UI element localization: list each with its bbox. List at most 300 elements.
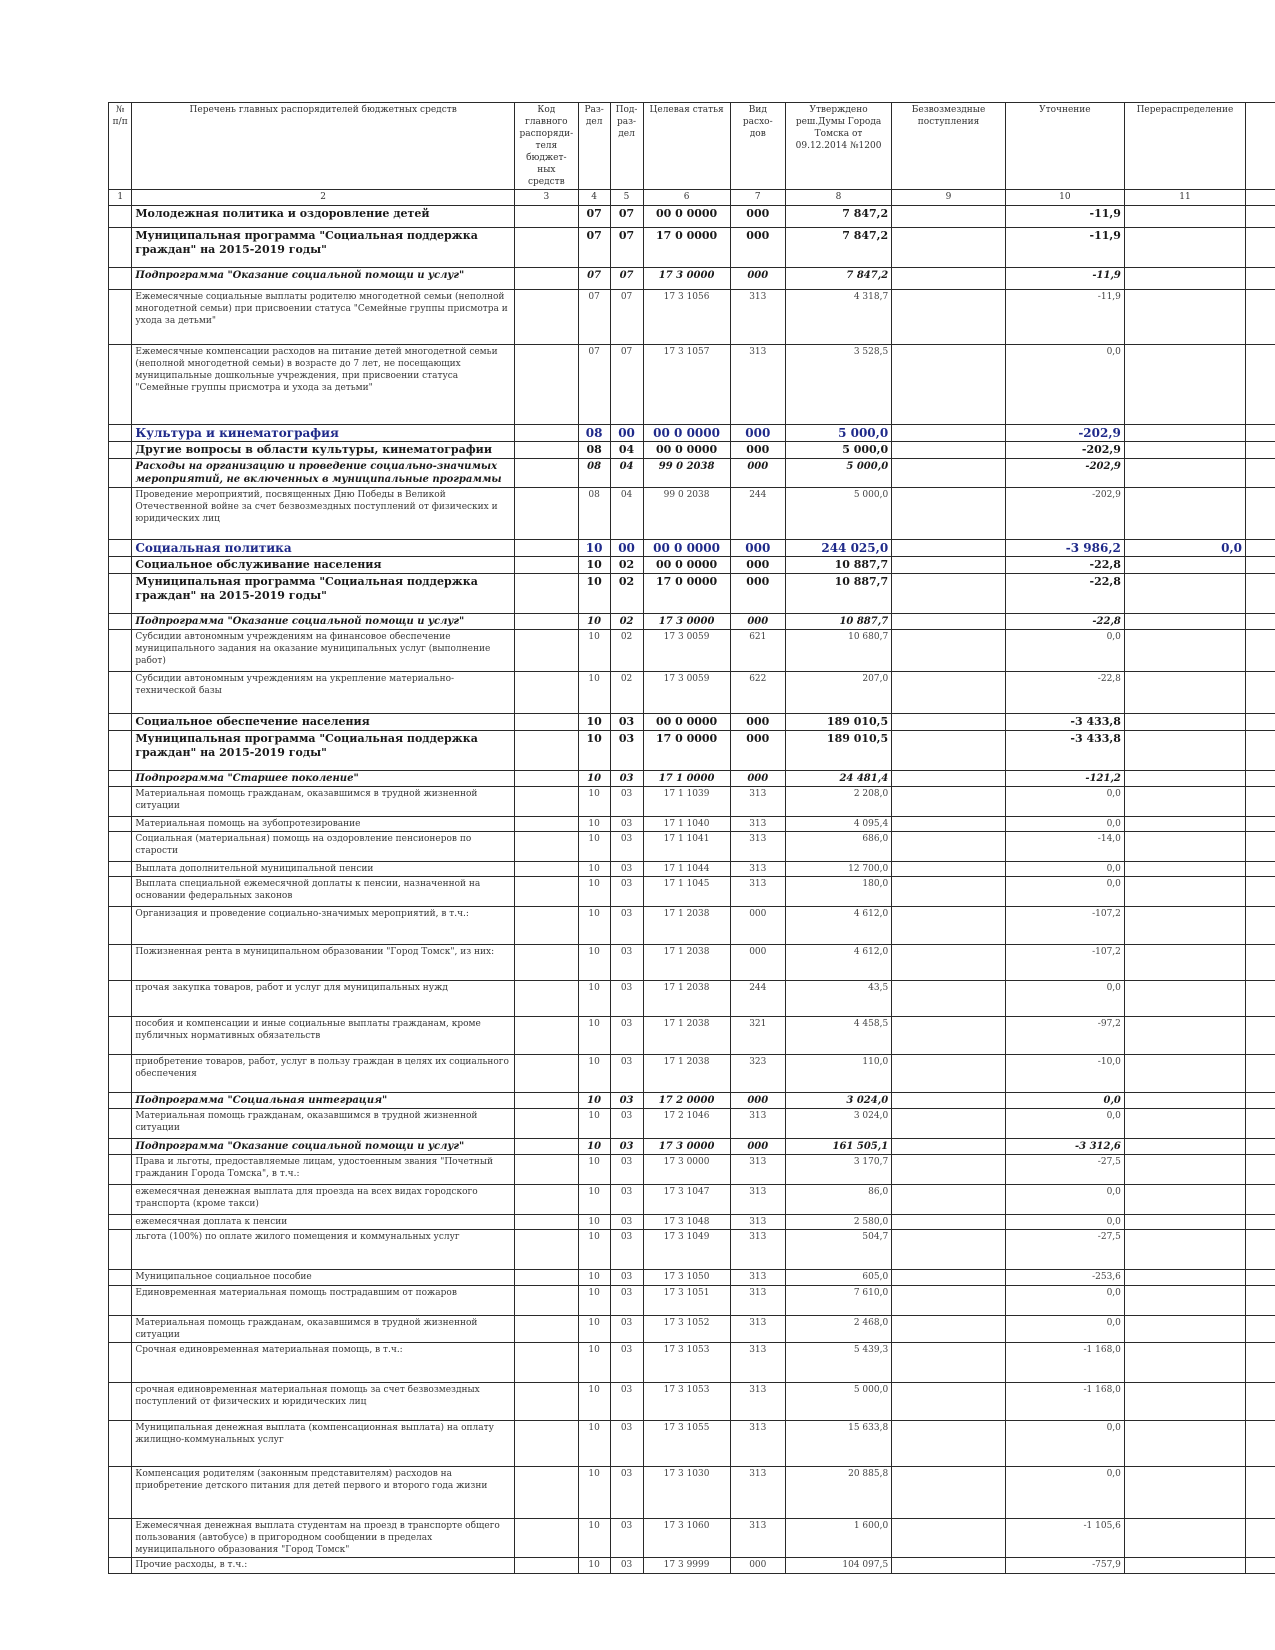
- row-number-cell: [109, 1155, 132, 1185]
- row-redistribution-cell: [1124, 630, 1245, 672]
- table-row: [109, 459, 1275, 488]
- row-podrazdel-cell: 03: [610, 1467, 643, 1519]
- row-podrazdel-cell: 02: [610, 672, 643, 714]
- row-approved-cell: 7 847,2: [785, 206, 891, 228]
- row-redistribution-cell: [1124, 945, 1245, 981]
- column-number: 7: [730, 190, 785, 206]
- table-row: [109, 1109, 1275, 1139]
- column-number: 1: [109, 190, 132, 206]
- row-name-cell: Другие вопросы в области культуры, кинематографии: [132, 442, 515, 459]
- row-extra-cell: [1246, 268, 1275, 290]
- row-number-cell: [109, 1230, 132, 1270]
- row-name-cell: Расходы на организацию и проведение социально-значимых мероприятий, не включенных в муниципальные программы: [132, 459, 515, 488]
- header-cell: Раз- дел: [578, 103, 610, 190]
- row-approved-cell: 3 170,7: [785, 1155, 891, 1185]
- row-redistribution-cell: [1124, 1343, 1245, 1383]
- row-vid-cell: 000: [730, 907, 785, 945]
- row-podrazdel-cell: 07: [610, 345, 643, 425]
- row-podrazdel-cell: 02: [610, 574, 643, 614]
- row-approved-cell: 24 481,4: [785, 771, 891, 787]
- row-number-cell: [109, 731, 132, 771]
- row-extra-cell: [1246, 1421, 1275, 1467]
- row-redistribution-cell: [1124, 459, 1245, 488]
- row-statya-cell: 17 3 1056: [643, 290, 730, 345]
- table-row: [109, 1230, 1275, 1270]
- row-approved-cell: 5 000,0: [785, 488, 891, 540]
- row-number-cell: [109, 268, 132, 290]
- row-razdel-cell: 10: [578, 1017, 610, 1055]
- row-approved-cell: 5 000,0: [785, 425, 891, 442]
- row-number-cell: [109, 1421, 132, 1467]
- header-cell: Под- раз- дел: [610, 103, 643, 190]
- table-row: [109, 1316, 1275, 1343]
- row-name-cell: срочная единовременная материальная помощь за счет безвозмездных поступлений от физических и юридических лиц: [132, 1383, 515, 1421]
- row-grants-cell: [892, 1215, 1006, 1230]
- row-statya-cell: 17 1 2038: [643, 1055, 730, 1093]
- row-clarification-cell: -202,9: [1005, 488, 1124, 540]
- row-approved-cell: 3 528,5: [785, 345, 891, 425]
- row-grants-cell: [892, 945, 1006, 981]
- row-name-cell: Субсидии автономным учреждениям на финансовое обеспечение муниципального задания на оказание муниципальных услуг (выполнение работ): [132, 630, 515, 672]
- row-name-cell: Молодежная политика и оздоровление детей: [132, 206, 515, 228]
- row-redistribution-cell: [1124, 488, 1245, 540]
- row-approved-cell: 4 612,0: [785, 945, 891, 981]
- row-clarification-cell: 0,0: [1005, 1421, 1124, 1467]
- row-vid-cell: 000: [730, 1139, 785, 1155]
- row-statya-cell: 17 3 1049: [643, 1230, 730, 1270]
- table-row: [109, 771, 1275, 787]
- row-podrazdel-cell: 03: [610, 1558, 643, 1574]
- row-redistribution-cell: [1124, 907, 1245, 945]
- row-razdel-cell: 10: [578, 1343, 610, 1383]
- row-clarification-cell: 0,0: [1005, 787, 1124, 817]
- row-redistribution-cell: [1124, 731, 1245, 771]
- table-row: [109, 540, 1275, 557]
- row-grants-cell: [892, 1343, 1006, 1383]
- row-extra-cell: [1246, 771, 1275, 787]
- row-number-cell: [109, 1286, 132, 1316]
- row-podrazdel-cell: 02: [610, 614, 643, 630]
- row-grbs-cell: [514, 268, 578, 290]
- table-row: [109, 630, 1275, 672]
- row-razdel-cell: 10: [578, 862, 610, 877]
- row-name-cell: Пожизненная рента в муниципальном образовании "Город Томск", из них:: [132, 945, 515, 981]
- row-grbs-cell: [514, 1109, 578, 1139]
- row-razdel-cell: 08: [578, 425, 610, 442]
- row-extra-cell: [1246, 557, 1275, 574]
- row-grbs-cell: [514, 557, 578, 574]
- row-name-cell: Муниципальная программа "Социальная поддержка граждан" на 2015-2019 годы": [132, 228, 515, 268]
- row-grbs-cell: [514, 1185, 578, 1215]
- row-name-cell: Муниципальная программа "Социальная поддержка граждан" на 2015-2019 годы": [132, 731, 515, 771]
- row-statya-cell: 17 3 0000: [643, 1155, 730, 1185]
- row-extra-cell: [1246, 1316, 1275, 1343]
- row-approved-cell: 5 000,0: [785, 442, 891, 459]
- table-row: [109, 1215, 1275, 1230]
- row-approved-cell: 110,0: [785, 1055, 891, 1093]
- row-statya-cell: 00 0 0000: [643, 442, 730, 459]
- table-row: [109, 1558, 1275, 1574]
- table-row: [109, 945, 1275, 981]
- row-name-cell: Подпрограмма "Старшее поколение": [132, 771, 515, 787]
- row-grbs-cell: [514, 1558, 578, 1574]
- row-approved-cell: 7 847,2: [785, 268, 891, 290]
- row-razdel-cell: 10: [578, 1185, 610, 1215]
- table-row: [109, 206, 1275, 228]
- row-extra-cell: [1246, 1055, 1275, 1093]
- table-row: [109, 1286, 1275, 1316]
- row-clarification-cell: 0,0: [1005, 981, 1124, 1017]
- row-grbs-cell: [514, 290, 578, 345]
- row-number-cell: [109, 1519, 132, 1558]
- row-grants-cell: [892, 731, 1006, 771]
- row-extra-cell: [1246, 574, 1275, 614]
- table-row: [109, 907, 1275, 945]
- row-extra-cell: [1246, 672, 1275, 714]
- row-podrazdel-cell: 03: [610, 1343, 643, 1383]
- row-razdel-cell: 10: [578, 787, 610, 817]
- row-clarification-cell: 0,0: [1005, 1467, 1124, 1519]
- row-grbs-cell: [514, 1155, 578, 1185]
- row-number-cell: [109, 714, 132, 731]
- row-extra-cell: [1246, 614, 1275, 630]
- row-podrazdel-cell: 03: [610, 945, 643, 981]
- row-approved-cell: 3 024,0: [785, 1093, 891, 1109]
- row-statya-cell: 17 3 1047: [643, 1185, 730, 1215]
- row-name-cell: Муниципальная денежная выплата (компенсационная выплата) на оплату жилищно-коммунальных услуг: [132, 1421, 515, 1467]
- row-grbs-cell: [514, 1093, 578, 1109]
- row-razdel-cell: 10: [578, 672, 610, 714]
- header-cell: Целевая статья: [643, 103, 730, 190]
- row-approved-cell: 4 095,4: [785, 817, 891, 832]
- row-statya-cell: 17 3 1057: [643, 345, 730, 425]
- row-clarification-cell: 0,0: [1005, 817, 1124, 832]
- row-approved-cell: 3 024,0: [785, 1109, 891, 1139]
- row-grbs-cell: [514, 981, 578, 1017]
- row-number-cell: [109, 557, 132, 574]
- row-grbs-cell: [514, 1343, 578, 1383]
- row-podrazdel-cell: 03: [610, 981, 643, 1017]
- row-grants-cell: [892, 1270, 1006, 1286]
- row-extra-cell: [1246, 1139, 1275, 1155]
- row-razdel-cell: 07: [578, 290, 610, 345]
- row-razdel-cell: 10: [578, 945, 610, 981]
- row-approved-cell: 686,0: [785, 832, 891, 862]
- row-extra-cell: [1246, 1286, 1275, 1316]
- row-extra-cell: [1246, 832, 1275, 862]
- header-cell: Утверждено реш.Думы Города Томска от 09.12.2014 №1200: [785, 103, 891, 190]
- row-redistribution-cell: [1124, 228, 1245, 268]
- row-redistribution-cell: [1124, 832, 1245, 862]
- row-approved-cell: 4 612,0: [785, 907, 891, 945]
- row-statya-cell: 17 3 1060: [643, 1519, 730, 1558]
- table-row: [109, 877, 1275, 907]
- row-grants-cell: [892, 1185, 1006, 1215]
- row-vid-cell: 000: [730, 425, 785, 442]
- table-row: [109, 1093, 1275, 1109]
- table-row: [109, 228, 1275, 268]
- row-vid-cell: 313: [730, 1383, 785, 1421]
- row-razdel-cell: 10: [578, 1155, 610, 1185]
- table-row: [109, 1155, 1275, 1185]
- row-grants-cell: [892, 877, 1006, 907]
- row-redistribution-cell: [1124, 1055, 1245, 1093]
- row-razdel-cell: 10: [578, 574, 610, 614]
- column-number: 10: [1005, 190, 1124, 206]
- row-extra-cell: [1246, 1270, 1275, 1286]
- row-name-cell: Ежемесячные компенсации расходов на питание детей многодетной семьи (неполной многодетной семьи) в возрасте до 7 лет, не посещающих муниципальные дошкольные учреждения, при присвоении статуса "Семейные группы присмотра и ухода за детьми": [132, 345, 515, 425]
- row-statya-cell: 00 0 0000: [643, 206, 730, 228]
- row-number-cell: [109, 459, 132, 488]
- row-approved-cell: 161 505,1: [785, 1139, 891, 1155]
- row-extra-cell: [1246, 714, 1275, 731]
- row-statya-cell: 17 0 0000: [643, 731, 730, 771]
- row-clarification-cell: -97,2: [1005, 1017, 1124, 1055]
- row-podrazdel-cell: 03: [610, 1519, 643, 1558]
- row-grbs-cell: [514, 1519, 578, 1558]
- row-number-cell: [109, 425, 132, 442]
- row-clarification-cell: -253,6: [1005, 1270, 1124, 1286]
- row-grbs-cell: [514, 877, 578, 907]
- row-redistribution-cell: [1124, 574, 1245, 614]
- row-grants-cell: [892, 1421, 1006, 1467]
- row-grants-cell: [892, 1316, 1006, 1343]
- row-clarification-cell: -27,5: [1005, 1155, 1124, 1185]
- row-extra-cell: [1246, 425, 1275, 442]
- row-clarification-cell: -107,2: [1005, 907, 1124, 945]
- row-podrazdel-cell: 03: [610, 787, 643, 817]
- row-number-cell: [109, 540, 132, 557]
- row-number-cell: [109, 1343, 132, 1383]
- row-podrazdel-cell: 03: [610, 1093, 643, 1109]
- row-podrazdel-cell: 02: [610, 557, 643, 574]
- row-podrazdel-cell: 03: [610, 862, 643, 877]
- row-grbs-cell: [514, 817, 578, 832]
- row-redistribution-cell: [1124, 1316, 1245, 1343]
- table-row: [109, 817, 1275, 832]
- row-statya-cell: 17 1 2038: [643, 1017, 730, 1055]
- row-statya-cell: 17 3 0059: [643, 672, 730, 714]
- row-grbs-cell: [514, 1286, 578, 1316]
- row-grants-cell: [892, 1558, 1006, 1574]
- row-razdel-cell: 07: [578, 345, 610, 425]
- row-razdel-cell: 10: [578, 630, 610, 672]
- row-extra-cell: [1246, 1215, 1275, 1230]
- row-name-cell: Ежемесячная денежная выплата студентам на проезд в транспорте общего пользования (автобусе) в пригородном сообщении в пределах муниципального образования "Город Томск": [132, 1519, 515, 1558]
- header-cell: Безвозмездные поступления: [892, 103, 1006, 190]
- row-razdel-cell: 10: [578, 907, 610, 945]
- column-number: 4: [578, 190, 610, 206]
- row-podrazdel-cell: 03: [610, 1421, 643, 1467]
- row-extra-cell: [1246, 1467, 1275, 1519]
- row-clarification-cell: -11,9: [1005, 268, 1124, 290]
- row-vid-cell: 000: [730, 540, 785, 557]
- row-redistribution-cell: [1124, 290, 1245, 345]
- row-grbs-cell: [514, 488, 578, 540]
- row-redistribution-cell: [1124, 614, 1245, 630]
- row-podrazdel-cell: 07: [610, 290, 643, 345]
- row-name-cell: Ежемесячные социальные выплаты родителю многодетной семьи (неполной многодетной семьи) при присвоении статуса "Семейные группы присмотра и ухода за детьми": [132, 290, 515, 345]
- row-redistribution-cell: [1124, 1017, 1245, 1055]
- row-number-cell: [109, 1093, 132, 1109]
- row-podrazdel-cell: 03: [610, 832, 643, 862]
- row-grbs-cell: [514, 1421, 578, 1467]
- row-approved-cell: 20 885,8: [785, 1467, 891, 1519]
- row-podrazdel-cell: 00: [610, 425, 643, 442]
- row-clarification-cell: -202,9: [1005, 459, 1124, 488]
- row-extra-cell: [1246, 1155, 1275, 1185]
- header-cell: Перечень главных распорядителей бюджетных средств: [132, 103, 515, 190]
- row-grbs-cell: [514, 1270, 578, 1286]
- row-extra-cell: [1246, 1343, 1275, 1383]
- row-number-cell: [109, 1270, 132, 1286]
- row-grbs-cell: [514, 540, 578, 557]
- row-redistribution-cell: [1124, 1093, 1245, 1109]
- row-grbs-cell: [514, 1017, 578, 1055]
- row-grants-cell: [892, 1155, 1006, 1185]
- row-name-cell: Материальная помощь гражданам, оказавшимся в трудной жизненной ситуации: [132, 1316, 515, 1343]
- row-name-cell: Социальная политика: [132, 540, 515, 557]
- budget-table: [108, 102, 1275, 1574]
- row-redistribution-cell: [1124, 1270, 1245, 1286]
- header-cell: № п/п: [109, 103, 132, 190]
- row-razdel-cell: 08: [578, 459, 610, 488]
- row-redistribution-cell: [1124, 1215, 1245, 1230]
- row-name-cell: ежемесячная денежная выплата для проезда на всех видах городского транспорта (кроме такси): [132, 1185, 515, 1215]
- row-vid-cell: 321: [730, 1017, 785, 1055]
- row-number-cell: [109, 672, 132, 714]
- row-vid-cell: 313: [730, 787, 785, 817]
- row-podrazdel-cell: 03: [610, 1109, 643, 1139]
- row-vid-cell: 313: [730, 1230, 785, 1270]
- row-podrazdel-cell: 03: [610, 1055, 643, 1093]
- row-vid-cell: 000: [730, 228, 785, 268]
- row-number-cell: [109, 1316, 132, 1343]
- row-number-cell: [109, 488, 132, 540]
- header-row: [109, 103, 1275, 190]
- row-redistribution-cell: [1124, 981, 1245, 1017]
- row-extra-cell: [1246, 1558, 1275, 1574]
- row-statya-cell: 17 0 0000: [643, 574, 730, 614]
- row-redistribution-cell: [1124, 268, 1245, 290]
- row-grbs-cell: [514, 459, 578, 488]
- row-statya-cell: 17 0 0000: [643, 228, 730, 268]
- row-clarification-cell: -3 986,2: [1005, 540, 1124, 557]
- row-razdel-cell: 10: [578, 1421, 610, 1467]
- row-extra-cell: [1246, 817, 1275, 832]
- table-row: [109, 672, 1275, 714]
- row-razdel-cell: 08: [578, 488, 610, 540]
- row-approved-cell: 5 439,3: [785, 1343, 891, 1383]
- row-statya-cell: 17 3 0000: [643, 268, 730, 290]
- table-row: [109, 574, 1275, 614]
- row-grants-cell: [892, 1286, 1006, 1316]
- row-number-cell: [109, 1383, 132, 1421]
- row-podrazdel-cell: 07: [610, 228, 643, 268]
- row-clarification-cell: 0,0: [1005, 877, 1124, 907]
- row-grants-cell: [892, 425, 1006, 442]
- row-vid-cell: 313: [730, 1316, 785, 1343]
- row-approved-cell: 189 010,5: [785, 731, 891, 771]
- row-name-cell: пособия и компенсации и иные социальные выплаты гражданам, кроме публичных нормативных обязательств: [132, 1017, 515, 1055]
- row-statya-cell: 17 1 1045: [643, 877, 730, 907]
- row-number-cell: [109, 832, 132, 862]
- row-name-cell: Выплата специальной ежемесячной доплаты к пенсии, назначенной на основании федеральных законов: [132, 877, 515, 907]
- row-approved-cell: 2 468,0: [785, 1316, 891, 1343]
- row-grbs-cell: [514, 731, 578, 771]
- row-vid-cell: 000: [730, 614, 785, 630]
- row-razdel-cell: 08: [578, 442, 610, 459]
- row-podrazdel-cell: 03: [610, 1155, 643, 1185]
- row-approved-cell: 10 887,7: [785, 614, 891, 630]
- row-clarification-cell: -10,0: [1005, 1055, 1124, 1093]
- row-clarification-cell: -3 433,8: [1005, 731, 1124, 771]
- row-name-cell: Социальное обеспечение населения: [132, 714, 515, 731]
- row-clarification-cell: -1 105,6: [1005, 1519, 1124, 1558]
- row-extra-cell: [1246, 787, 1275, 817]
- row-name-cell: Социальное обслуживание населения: [132, 557, 515, 574]
- row-number-cell: [109, 614, 132, 630]
- row-clarification-cell: 0,0: [1005, 862, 1124, 877]
- row-name-cell: Организация и проведение социально-значимых мероприятий, в т.ч.:: [132, 907, 515, 945]
- row-approved-cell: 2 208,0: [785, 787, 891, 817]
- table-row: [109, 981, 1275, 1017]
- row-razdel-cell: 10: [578, 1316, 610, 1343]
- row-name-cell: Подпрограмма "Социальная интеграция": [132, 1093, 515, 1109]
- row-extra-cell: [1246, 1383, 1275, 1421]
- row-razdel-cell: 10: [578, 1139, 610, 1155]
- row-grants-cell: [892, 1467, 1006, 1519]
- row-grbs-cell: [514, 206, 578, 228]
- row-grants-cell: [892, 1093, 1006, 1109]
- row-vid-cell: 621: [730, 630, 785, 672]
- row-number-cell: [109, 817, 132, 832]
- row-podrazdel-cell: 00: [610, 540, 643, 557]
- row-redistribution-cell: [1124, 1519, 1245, 1558]
- row-grants-cell: [892, 1230, 1006, 1270]
- row-clarification-cell: 0,0: [1005, 1316, 1124, 1343]
- row-grbs-cell: [514, 425, 578, 442]
- row-clarification-cell: -11,9: [1005, 290, 1124, 345]
- row-grants-cell: [892, 630, 1006, 672]
- row-podrazdel-cell: 03: [610, 714, 643, 731]
- row-statya-cell: 17 1 2038: [643, 981, 730, 1017]
- row-podrazdel-cell: 03: [610, 1286, 643, 1316]
- row-razdel-cell: 10: [578, 714, 610, 731]
- header-cell: Вид расхо- дов: [730, 103, 785, 190]
- row-approved-cell: 207,0: [785, 672, 891, 714]
- row-number-cell: [109, 1055, 132, 1093]
- row-statya-cell: 17 3 1050: [643, 1270, 730, 1286]
- row-razdel-cell: 10: [578, 1558, 610, 1574]
- row-grants-cell: [892, 268, 1006, 290]
- table-row: [109, 714, 1275, 731]
- column-number: 11: [1124, 190, 1245, 206]
- row-name-cell: Срочная единовременная материальная помощь, в т.ч.:: [132, 1343, 515, 1383]
- row-vid-cell: 313: [730, 817, 785, 832]
- row-extra-cell: [1246, 1109, 1275, 1139]
- row-podrazdel-cell: 04: [610, 488, 643, 540]
- row-grants-cell: [892, 442, 1006, 459]
- row-name-cell: ежемесячная доплата к пенсии: [132, 1215, 515, 1230]
- row-vid-cell: 000: [730, 206, 785, 228]
- row-approved-cell: 1 600,0: [785, 1519, 891, 1558]
- row-grants-cell: [892, 228, 1006, 268]
- row-vid-cell: 313: [730, 1343, 785, 1383]
- row-statya-cell: 00 0 0000: [643, 425, 730, 442]
- row-name-cell: льгота (100%) по оплате жилого помещения и коммунальных услуг: [132, 1230, 515, 1270]
- row-redistribution-cell: [1124, 787, 1245, 817]
